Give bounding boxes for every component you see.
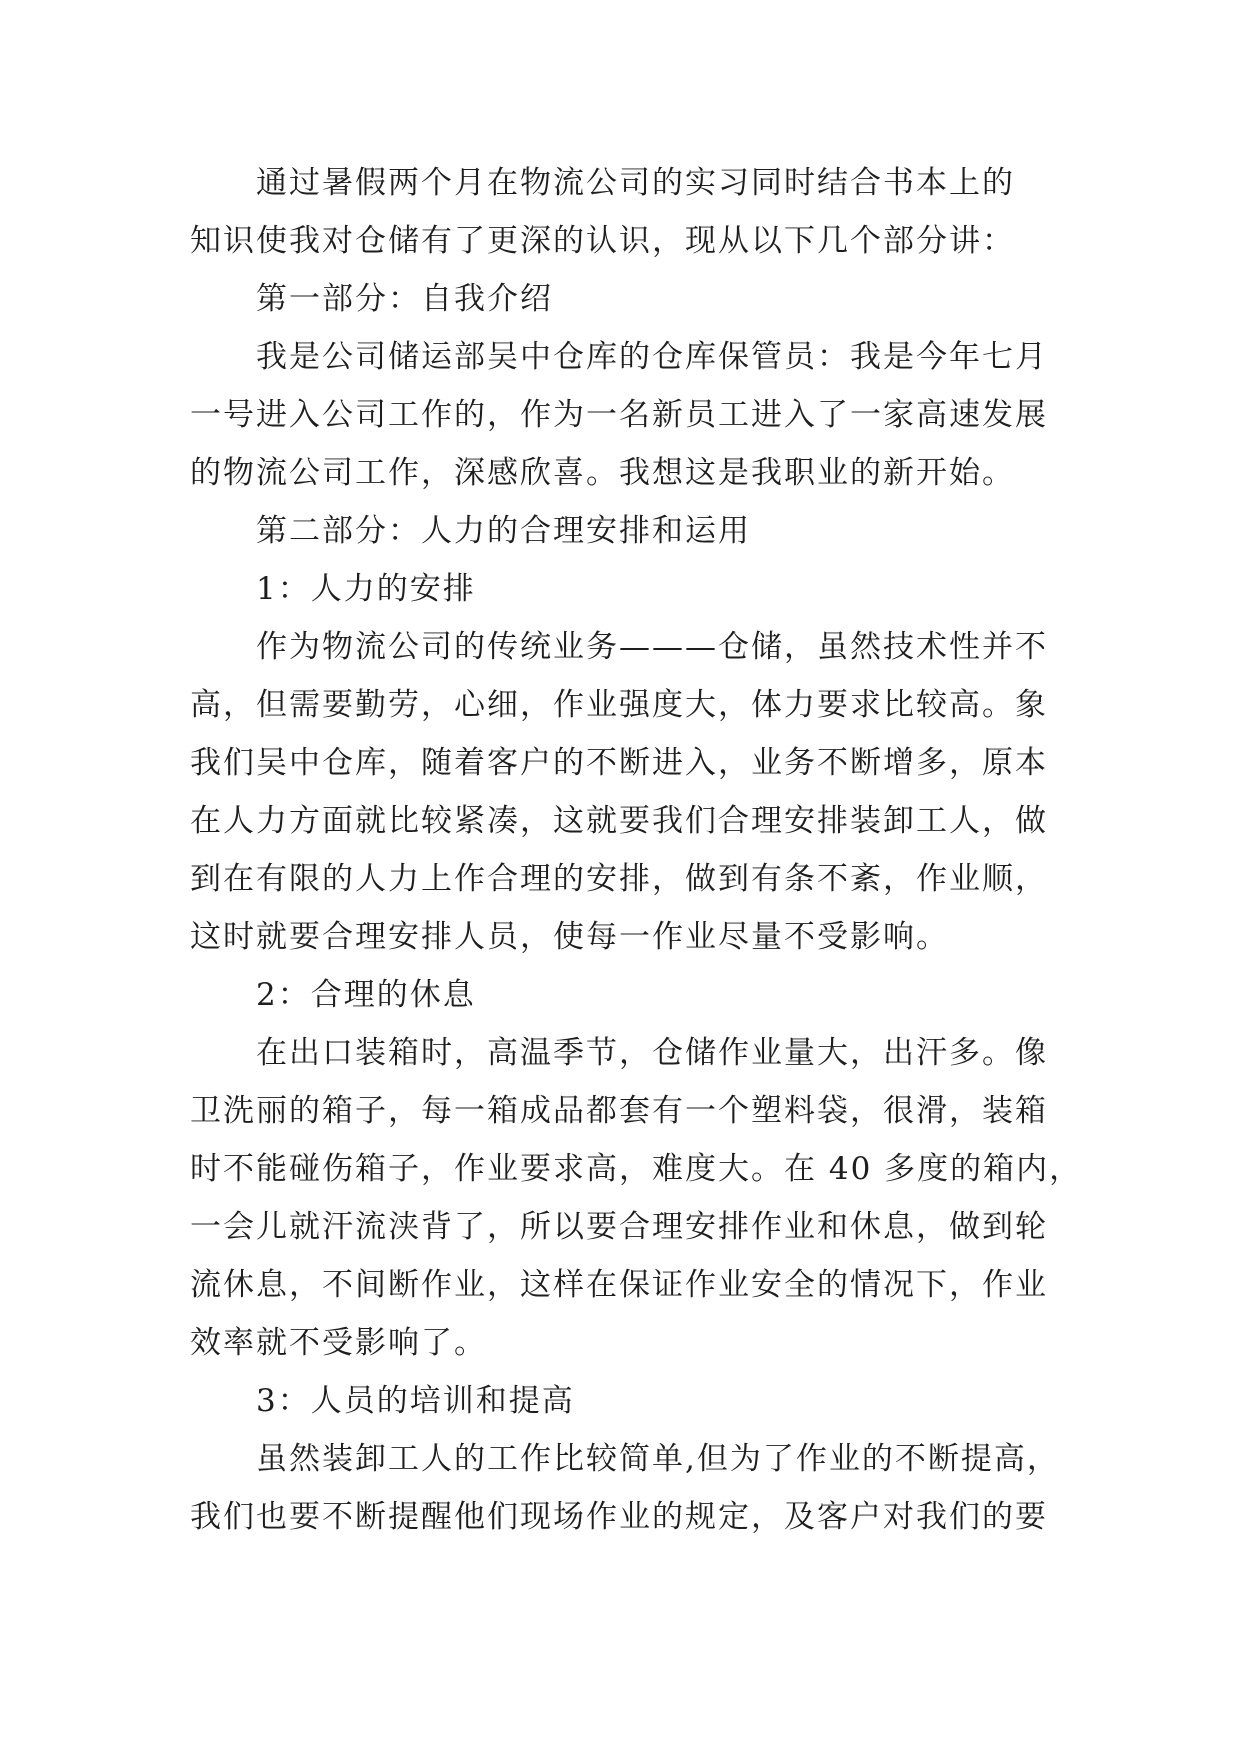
text-line: 到在有限的人力上作合理的安排，做到有条不紊，作业顺， xyxy=(190,861,1048,897)
text-line: 我们也要不断提醒他们现场作业的规定，及客户对我们的要 xyxy=(190,1499,1048,1535)
text-line: 我们吴中仓库，随着客户的不断进入，业务不断增多，原本 xyxy=(190,745,1048,781)
text-line: 卫洗丽的箱子，每一箱成品都套有一个塑料袋，很滑，装箱 xyxy=(190,1093,1048,1129)
text-line: 作为物流公司的传统业务———仓储，虽然技术性并不 xyxy=(256,629,1048,665)
text-line: 效率就不受影响了。 xyxy=(190,1325,487,1361)
text-line: 在人力方面就比较紧凑，这就要我们合理安排装卸工人，做 xyxy=(190,803,1048,839)
text-line: 我是公司储运部吴中仓库的仓库保管员：我是今年七月 xyxy=(256,339,1048,375)
text-line: 这时就要合理安排人员，使每一作业尽量不受影响。 xyxy=(190,919,949,955)
text-line: 的物流公司工作，深感欣喜。我想这是我职业的新开始。 xyxy=(190,455,1015,491)
text-line: 通过暑假两个月在物流公司的实习同时结合书本上的 xyxy=(256,165,1015,201)
subsection-heading: 1：人力的安排 xyxy=(256,571,476,607)
text-line: 一会儿就汗流浃背了，所以要合理安排作业和休息，做到轮 xyxy=(190,1209,1048,1245)
text-line: 时不能碰伤箱子，作业要求高，难度大。在 40 多度的箱内， xyxy=(190,1151,1083,1187)
text-line: 在出口装箱时，高温季节，仓储作业量大，出汗多。像 xyxy=(256,1035,1048,1071)
text-line: 高，但需要勤劳，心细，作业强度大，体力要求比较高。象 xyxy=(190,687,1048,723)
text-line: 流休息，不间断作业，这样在保证作业安全的情况下，作业 xyxy=(190,1267,1048,1303)
subsection-heading: 2：合理的休息 xyxy=(256,977,476,1013)
section-heading: 第二部分：人力的合理安排和运用 xyxy=(256,513,751,549)
text-line: 一号进入公司工作的，作为一名新员工进入了一家高速发展 xyxy=(190,397,1048,433)
section-heading: 第一部分：自我介绍 xyxy=(256,281,553,317)
text-line: 虽然装卸工人的工作比较简单,但为了作业的不断提高， xyxy=(256,1441,1060,1477)
text-line: 知识使我对仓储有了更深的认识，现从以下几个部分讲： xyxy=(190,223,1015,259)
document-body xyxy=(190,154,1083,1546)
subsection-heading: 3：人员的培训和提高 xyxy=(256,1383,575,1419)
